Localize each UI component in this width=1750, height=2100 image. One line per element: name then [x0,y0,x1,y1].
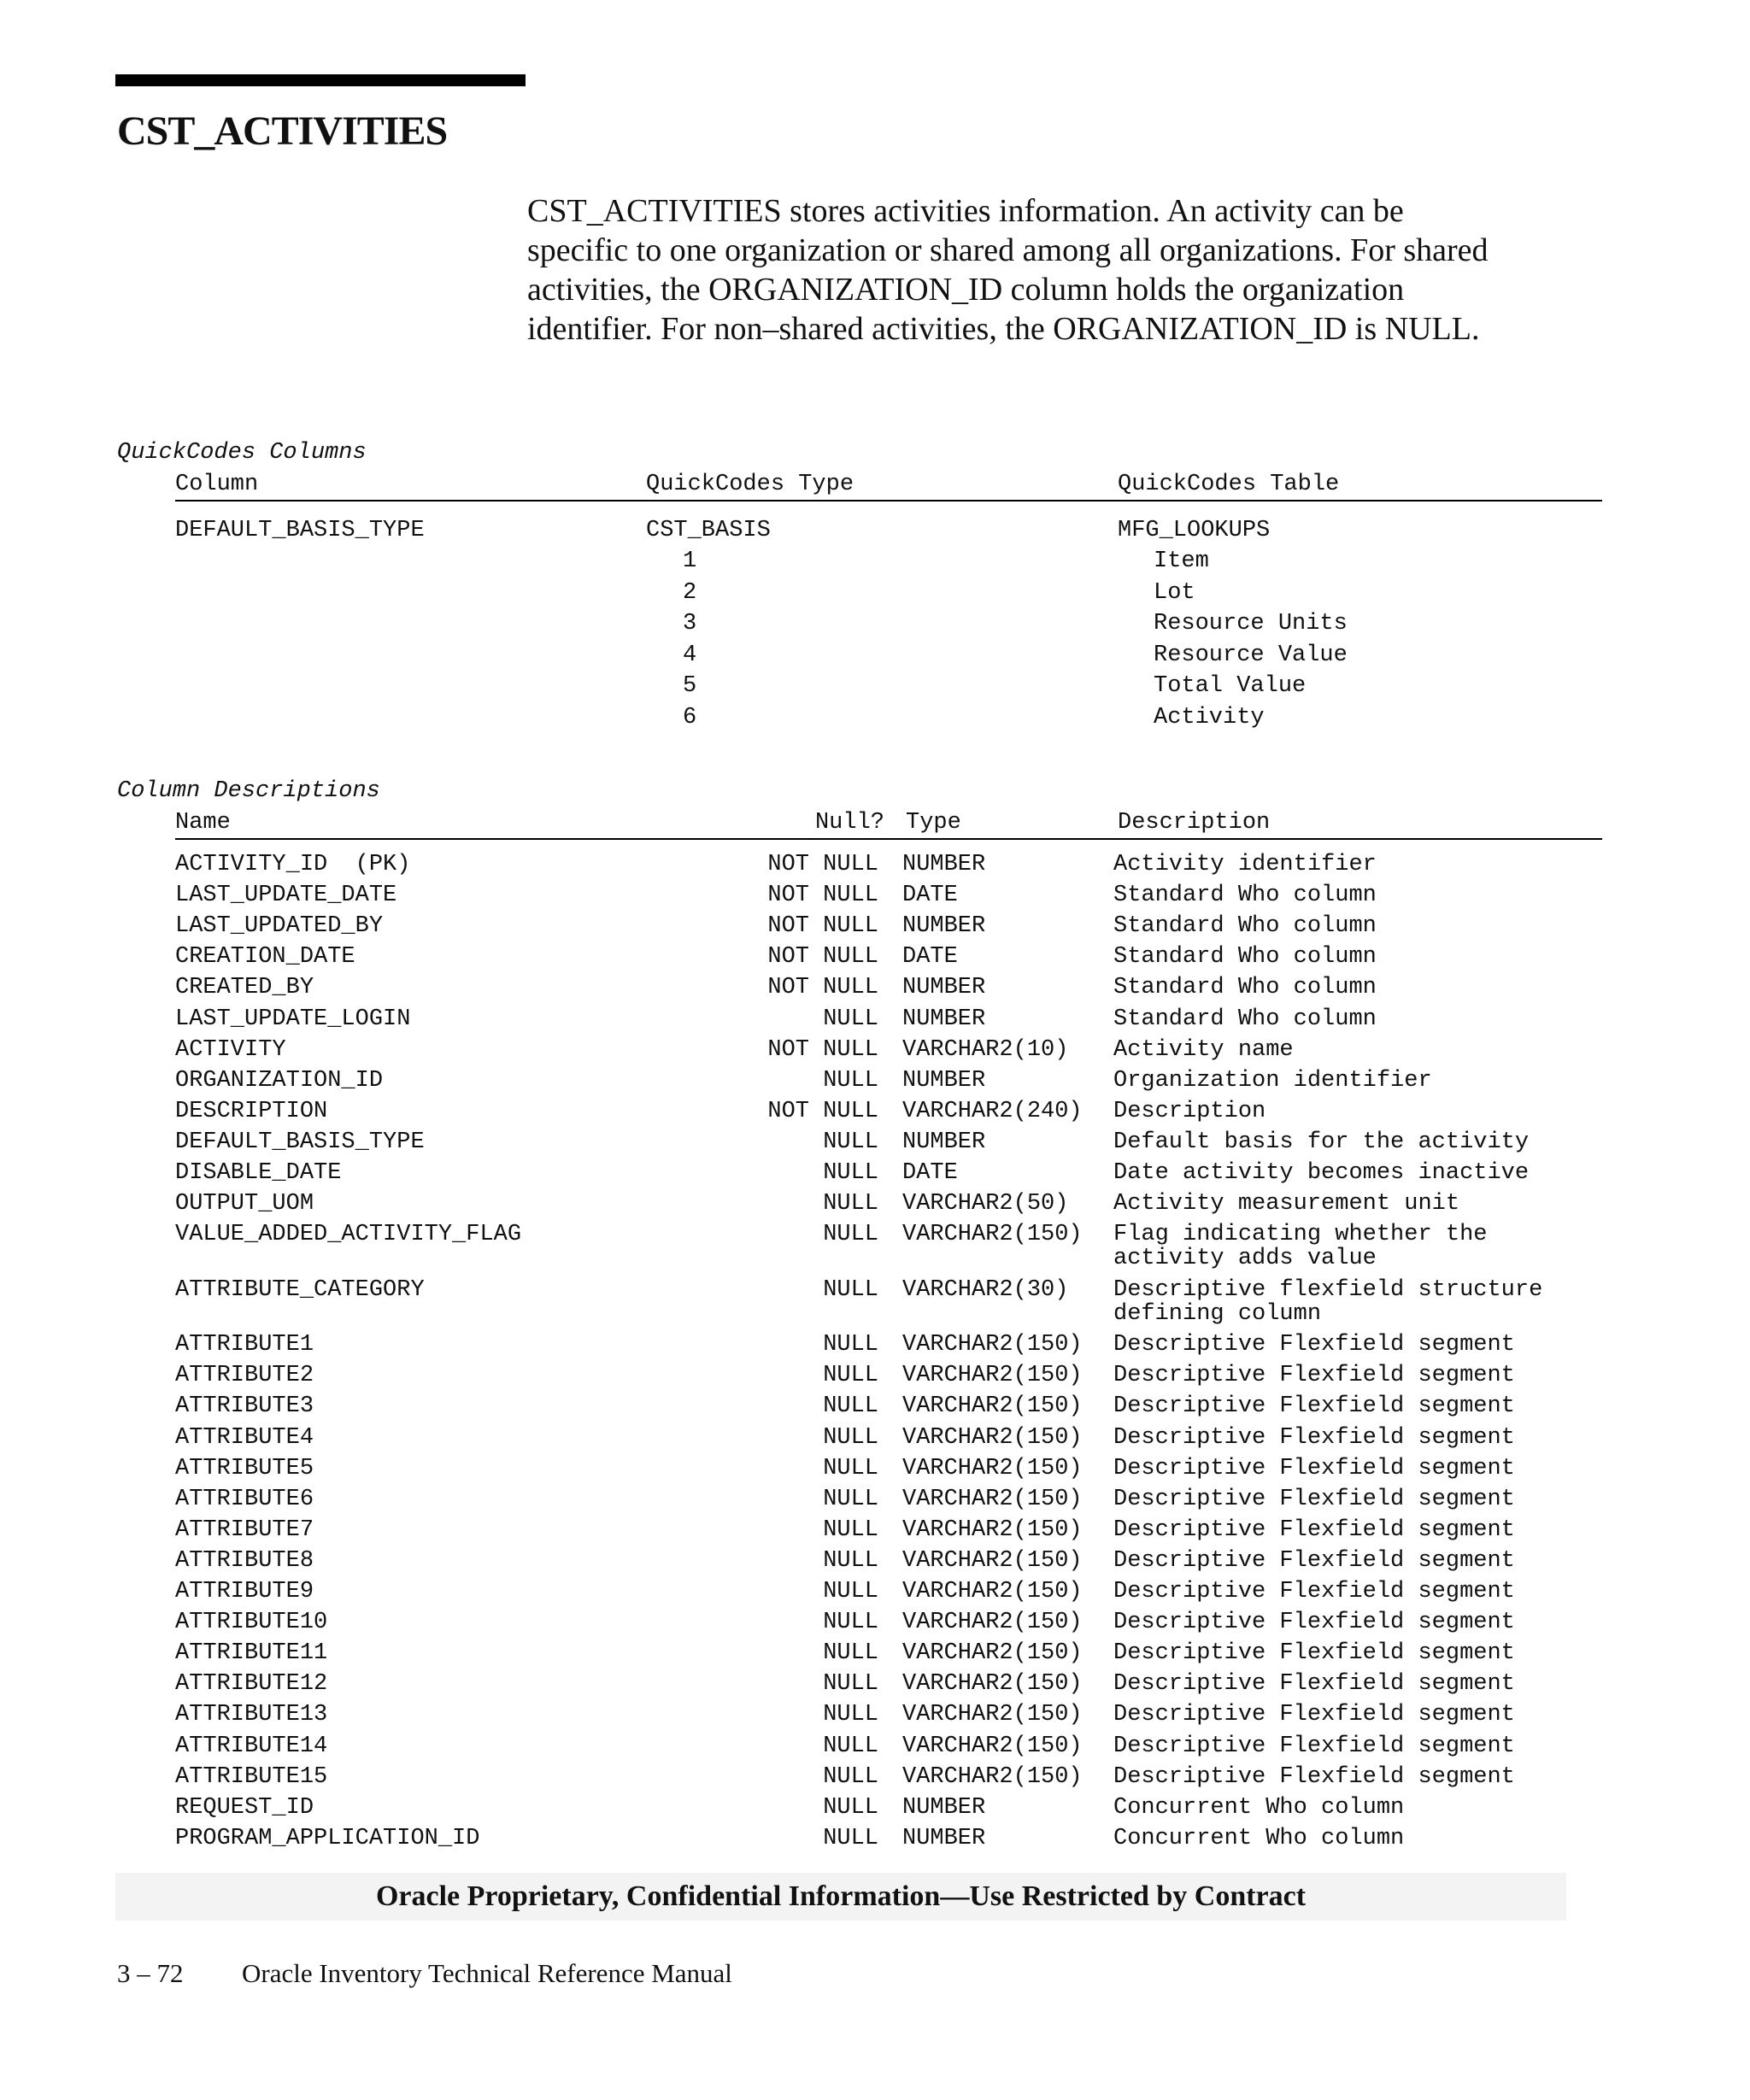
column-name: ATTRIBUTE14 [175,1733,328,1759]
column-null: NULL [823,1276,878,1303]
columns-header-null: Null? [814,810,884,836]
column-name: ATTRIBUTE6 [175,1486,314,1512]
column-description: Descriptive Flexfield segment [1113,1393,1515,1420]
column-null: NULL [823,1129,878,1155]
column-type: NUMBER [902,1067,986,1094]
column-null: NOT NULL [767,1036,878,1063]
column-name: ATTRIBUTE2 [175,1363,314,1389]
column-null: NOT NULL [767,1098,878,1124]
column-description: Descriptive Flexfield segment [1113,1547,1515,1574]
column-name: VALUE_ADDED_ACTIVITY_FLAG [175,1222,522,1248]
column-type: VARCHAR2(150) [902,1763,1083,1790]
column-description: Standard Who column [1113,975,1377,1001]
column-description: Descriptive Flexfield segment [1113,1332,1515,1358]
column-description: Descriptive Flexfield segment [1113,1486,1515,1512]
columns-section-label: Column Descriptions [117,778,380,804]
column-type: VARCHAR2(150) [902,1702,1083,1728]
column-description: Concurrent Who column [1113,1794,1405,1821]
column-null: NULL [823,1424,878,1451]
column-null: NULL [823,1610,878,1636]
quickcodes-value-code: 4 [683,642,697,668]
page-number: 3 – 72 [117,1958,184,1988]
columns-header-description: Description [1118,810,1271,836]
column-null: NULL [823,1671,878,1698]
column-name: ATTRIBUTE9 [175,1579,314,1604]
column-type: VARCHAR2(150) [902,1547,1083,1574]
column-name: DEFAULT_BASIS_TYPE [175,1129,425,1155]
column-name: ATTRIBUTE10 [175,1610,328,1636]
column-null: NOT NULL [767,913,878,940]
quickcodes-table: MFG_LOOKUPS [1118,518,1271,543]
column-type: VARCHAR2(150) [902,1579,1083,1604]
column-name: LAST_UPDATE_LOGIN [175,1006,411,1032]
column-null: NULL [823,1455,878,1481]
column-null: NULL [823,1222,878,1248]
column-null: NULL [823,1733,878,1759]
column-type: NUMBER [902,1825,986,1851]
quickcodes-value-row [0,578,1750,610]
column-description: Activity name [1113,1036,1294,1063]
column-type: VARCHAR2(150) [902,1363,1083,1389]
column-type: VARCHAR2(150) [902,1455,1083,1481]
column-type: VARCHAR2(50) [902,1191,1069,1217]
column-name: OUTPUT_UOM [175,1191,314,1217]
column-null: NOT NULL [767,975,878,1001]
column-null: NULL [823,1579,878,1604]
column-type: VARCHAR2(150) [902,1610,1083,1636]
columns-header-name: Name [175,810,231,836]
column-name: ATTRIBUTE7 [175,1516,314,1543]
quickcodes-value-row [0,672,1750,703]
top-rule [115,74,526,86]
column-name: LAST_UPDATED_BY [175,913,384,940]
quickcodes-value-code: 3 [683,611,697,636]
column-name: ATTRIBUTE1 [175,1332,314,1358]
quickcodes-header-type: QuickCodes Type [646,472,854,497]
column-name: DESCRIPTION [175,1098,328,1124]
columns-header-rule [175,838,1602,840]
quickcodes-value-meaning: Activity [1154,704,1265,730]
column-name: ATTRIBUTE8 [175,1547,314,1574]
column-name: ATTRIBUTE_CATEGORY [175,1276,425,1303]
column-name: ATTRIBUTE3 [175,1393,314,1420]
column-type: VARCHAR2(150) [902,1486,1083,1512]
column-null: NULL [823,1332,878,1358]
quickcodes-value-code: 6 [683,704,697,730]
column-description: Descriptive Flexfield segment [1113,1671,1515,1698]
column-null: NULL [823,1640,878,1667]
column-name: CREATED_BY [175,975,314,1001]
column-name: REQUEST_ID [175,1794,314,1821]
quickcodes-value-row [0,641,1750,672]
table-description: CST_ACTIVITIES stores activities information. An activity can be specific to one organization or shared among all organizations. For shared activities, the ORGANIZATION_ID column holds the organization identifier. For non–shared activities, the ORGANIZATION_ID is NULL. [527,193,1489,347]
column-type: NUMBER [902,913,986,940]
column-null: NULL [823,1006,878,1032]
column-description: Concurrent Who column [1113,1825,1405,1851]
column-null: NULL [823,1763,878,1790]
column-name: ORGANIZATION_ID [175,1067,384,1094]
column-name: ATTRIBUTE4 [175,1424,314,1451]
column-type: VARCHAR2(150) [902,1393,1083,1420]
columns-header-type: Type [906,810,961,836]
column-type: NUMBER [902,975,986,1001]
column-null: NOT NULL [767,944,878,971]
quickcodes-value-code: 1 [683,548,697,574]
column-name: CREATION_DATE [175,944,355,971]
column-description: Descriptive Flexfield segment [1113,1579,1515,1604]
quickcodes-header-column: Column [175,472,259,497]
column-description: Organization identifier [1113,1067,1432,1094]
column-type: VARCHAR2(150) [902,1671,1083,1698]
manual-title: Oracle Inventory Technical Reference Manual [242,1958,732,1988]
column-description: Flag indicating whether the activity adds value [1113,1222,1488,1272]
column-null: NULL [823,1825,878,1851]
quickcodes-value-meaning: Total Value [1154,673,1307,699]
quickcodes-value-row [0,609,1750,641]
quickcodes-value-row [0,547,1750,578]
quickcodes-value-row [0,703,1750,735]
column-description: Activity identifier [1113,852,1377,877]
column-type: NUMBER [902,1794,986,1821]
column-description: Description [1113,1098,1266,1124]
column-description: Standard Who column [1113,1006,1377,1032]
column-description: Default basis for the activity [1113,1129,1530,1155]
column-type: VARCHAR2(150) [902,1222,1083,1248]
column-type: DATE [902,883,958,909]
column-type: VARCHAR2(30) [902,1276,1069,1303]
column-description: Descriptive Flexfield segment [1113,1516,1515,1543]
column-type: NUMBER [902,1129,986,1155]
column-type: VARCHAR2(150) [902,1424,1083,1451]
quickcodes-value-meaning: Item [1154,548,1209,574]
column-null: NULL [823,1516,878,1543]
column-null: NULL [823,1191,878,1217]
page-title: CST_ACTIVITIES [117,109,448,154]
column-null: NULL [823,1160,878,1186]
column-null: NULL [823,1794,878,1821]
column-name: ATTRIBUTE5 [175,1455,314,1481]
column-null: NULL [823,1067,878,1094]
quickcodes-header-table: QuickCodes Table [1118,472,1340,497]
column-null: NULL [823,1393,878,1420]
column-description: Descriptive Flexfield segment [1113,1610,1515,1636]
column-name: ATTRIBUTE11 [175,1640,328,1667]
column-description: Descriptive Flexfield segment [1113,1455,1515,1481]
column-name: ACTIVITY_ID (PK) [175,852,411,877]
column-type: VARCHAR2(10) [902,1036,1069,1063]
quickcodes-section-label: QuickCodes Columns [117,440,367,466]
quickcodes-value-meaning: Lot [1154,579,1195,606]
column-description: Descriptive Flexfield segment [1113,1763,1515,1790]
column-name: ATTRIBUTE13 [175,1702,328,1728]
column-description: Descriptive Flexfield segment [1113,1702,1515,1728]
column-name: DISABLE_DATE [175,1160,342,1186]
quickcodes-value-code: 5 [683,673,697,699]
column-name: PROGRAM_APPLICATION_ID [175,1825,480,1851]
column-type: NUMBER [902,1006,986,1032]
column-null: NULL [823,1486,878,1512]
quickcodes-value-meaning: Resource Value [1154,642,1348,668]
column-description: Standard Who column [1113,883,1377,909]
column-description: Standard Who column [1113,944,1377,971]
column-description: Descriptive Flexfield segment [1113,1363,1515,1389]
column-name: ATTRIBUTE12 [175,1671,328,1698]
column-name: LAST_UPDATE_DATE [175,883,397,909]
quickcodes-main-row [0,516,1750,548]
column-type: DATE [902,1160,958,1186]
column-description: Standard Who column [1113,913,1377,940]
column-type: DATE [902,944,958,971]
column-name: ACTIVITY [175,1036,286,1063]
column-null: NOT NULL [767,852,878,877]
column-description: Descriptive Flexfield segment [1113,1733,1515,1759]
quickcodes-column: DEFAULT_BASIS_TYPE [175,518,425,543]
column-description: Descriptive Flexfield segment [1113,1640,1515,1667]
column-null: NULL [823,1702,878,1728]
column-description: Date activity becomes inactive [1113,1160,1530,1186]
quickcodes-value-meaning: Resource Units [1154,611,1348,636]
column-description: Descriptive Flexfield segment [1113,1424,1515,1451]
column-null: NULL [823,1547,878,1574]
column-description: Descriptive flexfield structure defining column [1113,1276,1543,1327]
column-type: VARCHAR2(150) [902,1332,1083,1358]
column-type: VARCHAR2(240) [902,1098,1083,1124]
column-type: VARCHAR2(150) [902,1640,1083,1667]
column-type: VARCHAR2(150) [902,1733,1083,1759]
quickcodes-value-code: 2 [683,579,697,606]
column-description: Activity measurement unit [1113,1191,1460,1217]
column-null: NOT NULL [767,883,878,909]
confidential-notice: Oracle Proprietary, Confidential Information––Use Restricted by Contract [375,1880,1307,1912]
quickcodes-type: CST_BASIS [646,518,771,543]
column-type: VARCHAR2(150) [902,1516,1083,1543]
column-name: ATTRIBUTE15 [175,1763,328,1790]
column-type: NUMBER [902,852,986,877]
quickcodes-header-rule [175,500,1602,502]
column-null: NULL [823,1363,878,1389]
